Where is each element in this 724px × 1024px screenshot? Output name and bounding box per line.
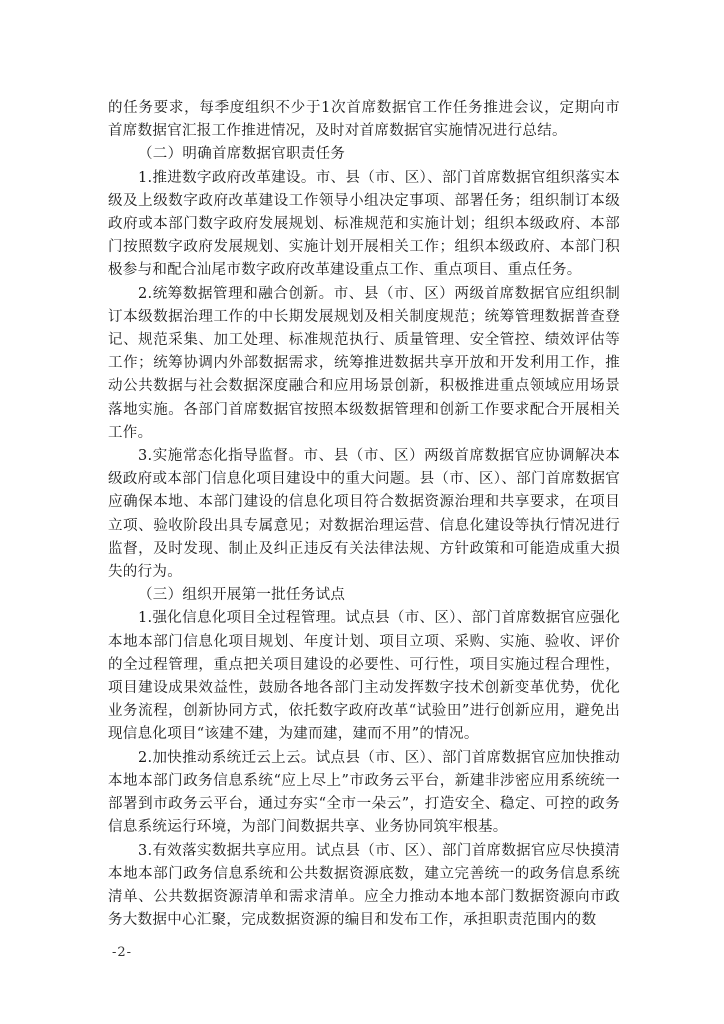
paragraph-item-2-2: 2.统筹数据管理和融合创新。市、县（市、区）两级首席数据官应组织制订本级数据治理工作的中长期发展规划及相关制度规范；统筹管理数据普查登记、规范采集、加工处理、标准规范执行、质量管理、安全管控、绩效评估等工作；统筹协调内外部数据需求，统筹推进数据共享开放和开发利用工作，推动公共数据与社会数据深度融合和应用场景创新，积极推进重点领域应用场景落地实施。各部门首席数据官按照本级数据管理和创新工作要求配合开展相关工作。 (108, 285, 620, 441)
paragraph-item-2-1: 1.推进数字政府改革建设。市、县（市、区）、部门首席数据官组织落实本级及上级数字政府改革建设工作领导小组决定事项、部署任务；组织制订本级政府或本部门数字政府发展规划、标准规范和实施计划；组织本级政府、本部门按照数字政府发展规划、实施计划开展相关工作；组织本级政府、本部门积极参与和配合汕尾市数字政府改革建设重点工作、重点项目、重点任务。 (108, 169, 620, 279)
document-body (108, 97, 620, 932)
paragraph-continuation: 的任务要求，每季度组织不少于1次首席数据官工作任务推进会议，定期向市首席数据官汇报工作推进情况，及时对首席数据官实施情况进行总结。 (108, 100, 620, 140)
page-number: -2- (112, 945, 133, 960)
paragraph-item-3-2: 2.加快推动系统迁云上云。试点县（市、区）、部门首席数据官应加快推动本地本部门政务信息系统“应上尽上”市政务云平台，新建非涉密应用系统统一部署到市政务云平台，通过夯实“全市一朵云”，打造安全、稳定、可控的政务信息系统运行环境，为部门间数据共享、业务协同筑牢根基。 (108, 749, 620, 836)
paragraph-item-3-1: 1.强化信息化项目全过程管理。试点县（市、区）、部门首席数据官应强化本地本部门信息化项目规划、年度计划、项目立项、采购、实施、验收、评价的全过程管理，重点把关项目建设的必要性、可行性，项目实施过程合理性，项目建设成果效益性，鼓励各地各部门主动发挥数字技术创新变革优势，优化业务流程，创新协同方式，依托数字政府改革“试验田”进行创新应用，避免出现信息化项目“该建不建，为建而建，建而不用”的情况。 (108, 610, 620, 743)
section-heading-3: （三）组织开展第一批任务试点 (138, 587, 346, 604)
section-heading-2: （二）明确首席数据官职责任务 (138, 146, 346, 163)
paragraph-item-3-3: 3.有效落实数据共享应用。试点县（市、区）、部门首席数据官应尽快摸清本地本部门政务信息系统和公共数据资源底数，建立完善统一的政务信息系统清单、公共数据资源清单和需求清单。应全力推动本地本部门数据资源向市政务大数据中心汇聚，完成数据资源的编目和发布工作，承担职责范围内的数 (108, 842, 620, 929)
paragraph-item-2-3: 3.实施常态化指导监督。市、县（市、区）两级首席数据官应协调解决本级政府或本部门信息化项目建设中的重大问题。县（市、区）、部门首席数据官应确保本地、本部门建设的信息化项目符合数据资源治理和共享要求，在项目立项、验收阶段出具专属意见；对数据治理运营、信息化建设等执行情况进行监督，及时发现、制止及纠正违反有关法律法规、方针政策和可能造成重大损失的行为。 (108, 448, 620, 581)
